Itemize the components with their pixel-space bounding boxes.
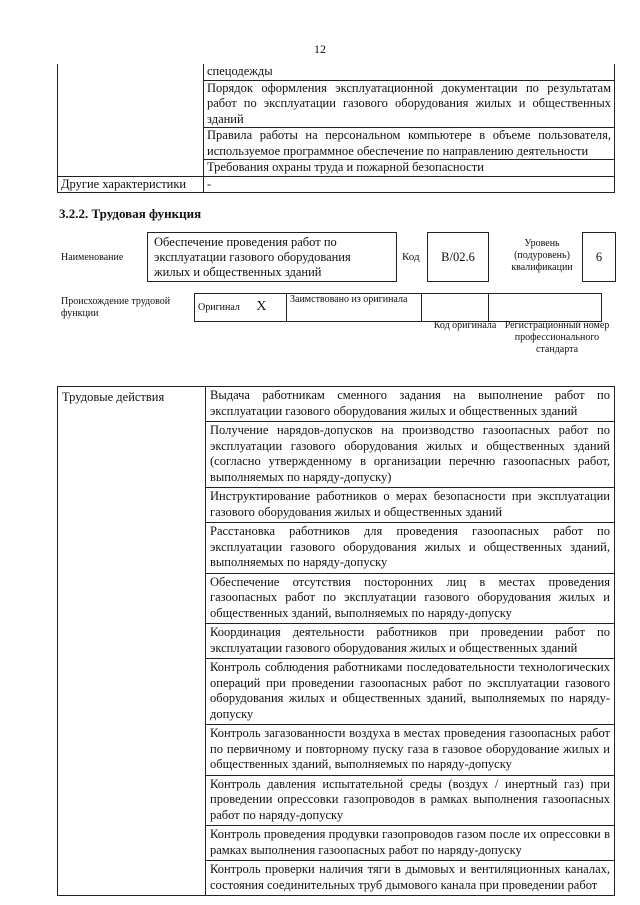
- borrowed-cell: [287, 294, 422, 322]
- other-characteristics-label: Другие характеристики: [58, 176, 204, 193]
- table-row: Расстановка работников для проведения газоопасных работ по эксплуатации газового оборудования жилых и общественных зданий, выполняемых по наряду-допуску: [206, 523, 615, 574]
- code-label: Код: [402, 251, 420, 263]
- origin-table: [194, 293, 602, 322]
- table-row: Контроль соблюдения работниками последовательности технологических операций при проведении газоопасных работ по эксплуатации газового оборудования жилых и общественных зданий, выполняемых по наряду-допуску: [206, 659, 615, 725]
- original-cell: [195, 294, 287, 322]
- table-row: спецодежды: [204, 64, 615, 80]
- requirements-table: [57, 64, 615, 193]
- table-row: Правила работы на персональном компьютере в объеме пользователя, используемое программное обеспечение по направлению деятельности: [204, 128, 615, 160]
- table-row: Контроль загазованности воздуха в местах проведения газоопасных работ по первичному и повторному пуску газа в газовое оборудование жилых и общественных зданий, выполняемых по наряду-допуску: [206, 725, 615, 776]
- borrowed-label: Заимствовано из оригинала: [290, 294, 408, 305]
- other-characteristics-value: -: [204, 176, 615, 193]
- original-label: Оригинал: [198, 302, 240, 313]
- origin-code-cell: [422, 294, 489, 322]
- function-name: Обеспечение проведения работ по эксплуатации газового оборудования жилых и общественных зданий: [154, 235, 351, 279]
- level-box: [582, 232, 616, 282]
- origin-reg-cell: [489, 294, 602, 322]
- page-number: 12: [314, 42, 326, 56]
- labor-actions-label: Трудовые действия: [58, 387, 206, 896]
- code-box: [427, 232, 489, 282]
- table-row: Инструктирование работников о мерах безопасности при эксплуатации газового оборудования жилых и общественных зданий: [206, 488, 615, 523]
- table-row: Обеспечение отсутствия посторонних лиц в местах проведения газоопасных работ по эксплуатации газового оборудования жилых и общественных зданий, выполняемых по наряду-допуску: [206, 573, 615, 624]
- table-row: Выдача работникам сменного задания на выполнение работ по эксплуатации газового оборудования жилых и общественных зданий: [206, 387, 615, 422]
- table-row: Получение нарядов-допусков на производство газоопасных работ по эксплуатации газового оборудования жилых и общественных зданий (согласно утвержденному в организации перечню газоопасных работ, выполняемых по наряду-допуску): [206, 422, 615, 488]
- labor-actions-table: [57, 386, 615, 896]
- table-row: Контроль проведения продувки газопроводов газом после их опрессовки в рамках выполнения газоопасных работ по наряду-допуску: [206, 826, 615, 861]
- section-title: 3.2.2. Трудовая функция: [59, 206, 202, 221]
- original-mark: X: [256, 299, 267, 314]
- table-row: Контроль проверки наличия тяги в дымовых и вентиляционных каналах, состояния соединительных труб дымового канала при проведении работ: [206, 861, 615, 896]
- table-row: Порядок оформления эксплуатационной документации по результатам работ по эксплуатации газового оборудования жилых и общественных зданий: [204, 80, 615, 128]
- origin-label: Происхождение трудовой функции: [61, 296, 171, 319]
- level-label: Уровень (подуровень) квалификации: [511, 238, 573, 273]
- level-value: 6: [595, 250, 603, 264]
- reg-caption: Регистрационный номер профессионального стандарта: [504, 320, 610, 355]
- table-row: Координация деятельности работников при проведении работ по эксплуатации газового оборудования жилых и общественных зданий: [206, 624, 615, 659]
- code-value: B/02.6: [441, 250, 475, 264]
- code-caption: Код оригинала: [433, 320, 497, 331]
- table-row: Требования охраны труда и пожарной безопасности: [204, 160, 615, 177]
- name-label: Наименование: [61, 252, 124, 263]
- table-row: Контроль давления испытательной среды (воздух / инертный газ) при проведении опрессовки газопроводов в рамках выполнения газоопасных работ по наряду-допуску: [206, 775, 615, 826]
- empty-label-cell: [58, 64, 204, 176]
- function-name-box: [147, 232, 397, 282]
